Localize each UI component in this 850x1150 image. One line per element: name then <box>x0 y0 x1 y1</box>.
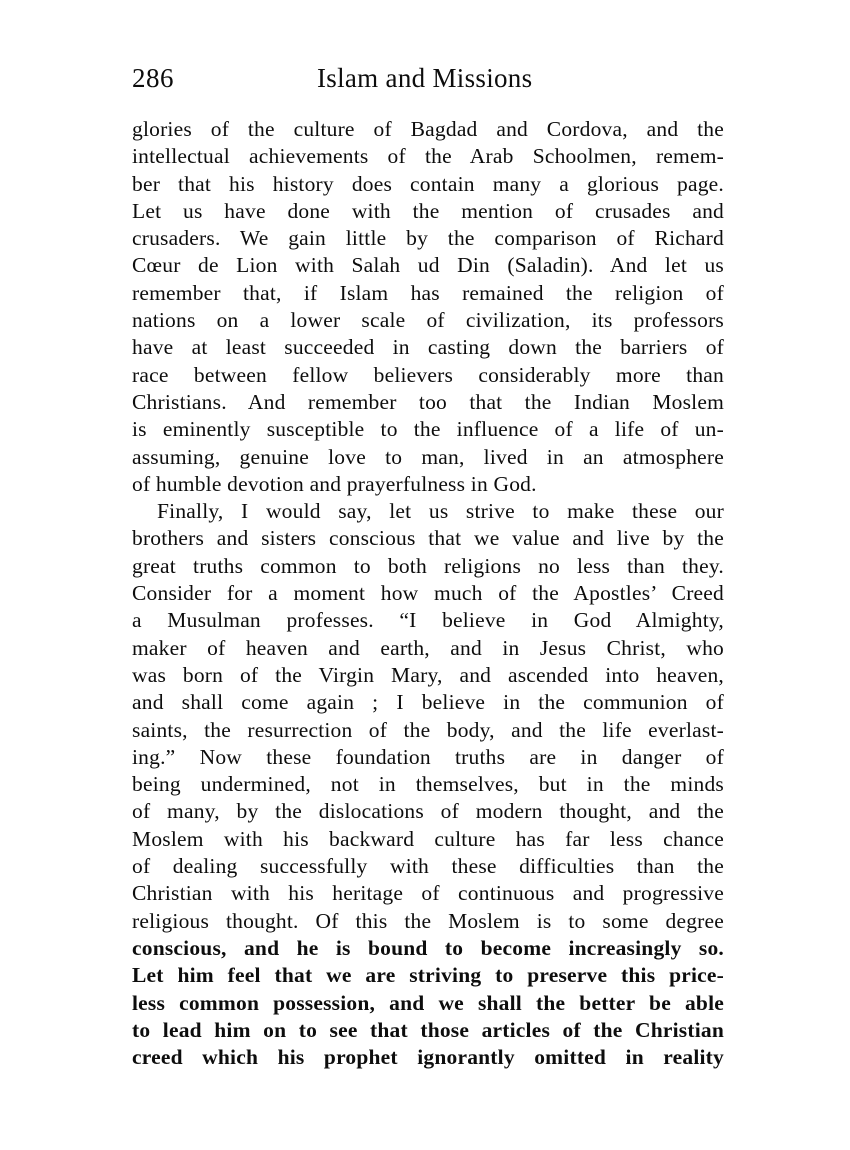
text-line: and shall come again ; I believe in the communion of <box>132 690 724 715</box>
text-line: Let us have done with the mention of crusades and <box>132 198 724 223</box>
text-line: of dealing successfully with these difficulties than the <box>132 854 724 879</box>
text-line: race between fellow believers considerably more than <box>132 362 724 387</box>
text-line: have at least succeeded in casting down the barriers of <box>132 335 724 360</box>
running-head <box>132 60 724 100</box>
text-line: Finally, I would say, let us strive to make these our <box>157 499 724 524</box>
text-line: Cœur de Lion with Salah ud Din (Saladin). And let us <box>132 253 724 278</box>
text-line: crusaders. We gain little by the comparison of Richard <box>132 226 724 251</box>
text-line: glories of the culture of Bagdad and Cordova, and the <box>132 117 724 141</box>
text-line: religious thought. Of this the Moslem is to some degree <box>132 908 724 933</box>
text-line: Let him feel that we are striving to preserve this price- <box>132 963 724 988</box>
text-line: is eminently susceptible to the influence of a life of un- <box>132 417 724 442</box>
text-line: assuming, genuine love to man, lived in an atmosphere <box>132 444 724 469</box>
text-line: of humble devotion and prayerfulness in God. <box>132 471 537 496</box>
text-line: to lead him on to see that those articles of the Christian <box>132 1017 724 1042</box>
text-line: maker of heaven and earth, and in Jesus Christ, who <box>132 635 724 660</box>
text-line: ing.” Now these foundation truths are in danger of <box>132 744 724 769</box>
text-line: brothers and sisters conscious that we value and live by the <box>132 526 724 551</box>
text-line: intellectual achievements of the Arab Schoolmen, remem- <box>132 144 724 169</box>
text-line: conscious, and he is bound to become increasingly so. <box>132 935 724 960</box>
text-line: creed which his prophet ignorantly omitted in reality <box>132 1045 724 1070</box>
text-line: Consider for a moment how much of the Apostles’ Creed <box>132 581 724 606</box>
text-line: Christians. And remember too that the Indian Moslem <box>132 389 724 414</box>
text-line: less common possession, and we shall the better be able <box>132 990 724 1015</box>
text-line: of many, by the dislocations of modern thought, and the <box>132 799 724 824</box>
text-line: being undermined, not in themselves, but in the minds <box>132 772 724 797</box>
body-text <box>132 116 724 1071</box>
text-line: Moslem with his backward culture has far less chance <box>132 826 724 851</box>
text-line: saints, the resurrection of the body, and the life everlast- <box>132 717 724 742</box>
text-line: Christian with his heritage of continuous and progressive <box>132 881 724 906</box>
text-line: a Musulman professes. “I believe in God Almighty, <box>132 608 724 633</box>
text-line: was born of the Virgin Mary, and ascended into heaven, <box>132 662 724 687</box>
text-line: nations on a lower scale of civilization, its professors <box>132 308 724 333</box>
text-line: ber that his history does contain many a glorious page. <box>132 171 724 196</box>
text-line: great truths common to both religions no less than they. <box>132 553 724 578</box>
running-title: Islam and Missions <box>317 63 533 93</box>
text-line: remember that, if Islam has remained the religion of <box>132 280 724 305</box>
page-number: 286 <box>132 63 174 93</box>
